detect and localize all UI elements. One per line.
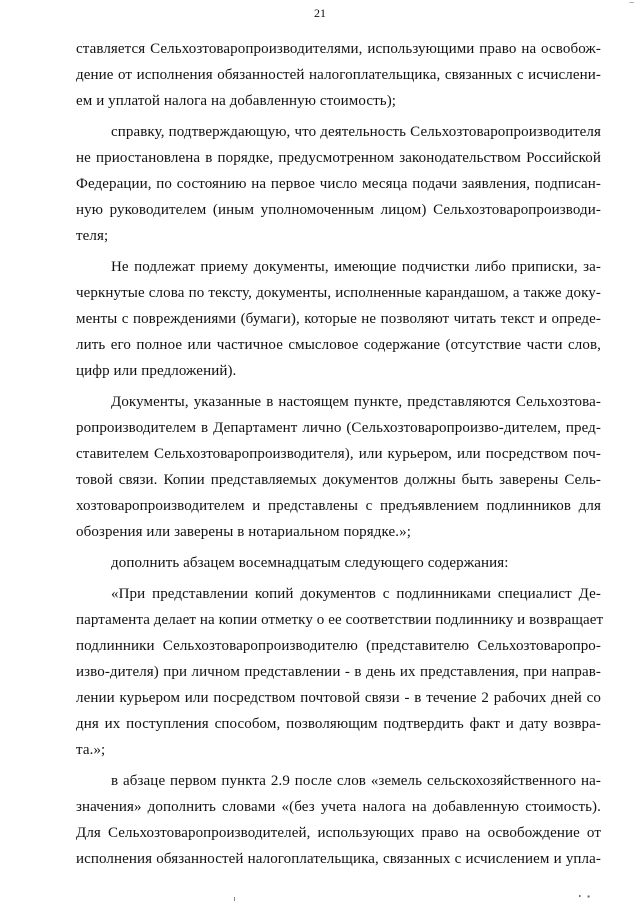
text-line: хозтоваропроизводителем и представлены с предъявлением подлинников для (76, 498, 601, 514)
body-text (76, 36, 604, 872)
footer-mark: • ▪ (578, 892, 592, 901)
text-line: лении курьером или посредством почтовой связи - в течение 2 рабочих дней со (76, 690, 601, 706)
text-line: ем и уплатой налога на добавленную стоимость); (76, 93, 397, 109)
text-line: товой связи. Копии представляемых документов должны быть заверены Сель- (76, 472, 601, 488)
text-line: дня их поступления способом, позволяющим подтвердить факт и дату возвра- (76, 716, 601, 732)
text-line: справку, подтверждающую, что деятельность Сельхозтоваропроизводителя (111, 124, 601, 140)
text-line: лить его полное или частичное смысловое содержание (отсутствие части слов, (76, 337, 601, 353)
paragraph-continuation (76, 36, 601, 114)
paragraph-copies-quote (76, 581, 604, 763)
paragraph-submission (76, 389, 601, 545)
text-line: подлинники Сельхозтоваропроизводителю (представителю Сельхозтоваропро- (76, 638, 601, 654)
paragraph-rejected-documents (76, 254, 601, 384)
text-line: теля; (76, 228, 109, 244)
paragraph-item-2-9 (76, 768, 601, 872)
text-line: исполнения обязанностей налогоплательщика, связанных с исчислением и упла- (76, 851, 601, 867)
text-line: ропроизводителем в Департамент лично (Сельхозтоваропроизво-дителем, пред- (76, 420, 601, 436)
text-line: изво-дителя) при личном представлении - в день их представления, при направ- (76, 664, 601, 680)
paragraph-certificate (76, 119, 601, 249)
text-line: значения» дополнить словами «(без учета налога на добавленную стоимость). (76, 799, 601, 815)
text-line: партамента делает на копии отметку о ее соответствии подлиннику и возвращает (76, 612, 604, 628)
text-line: не приостановлена в порядке, предусмотренном законодательством Российской (76, 150, 601, 166)
text-line: Для Сельхозтоваропроизводителей, использующих право на освобождение от (76, 825, 601, 841)
text-line: ную руководителем (иным уполномоченным лицом) Сельхозтоваропроизводи- (76, 202, 601, 218)
text-line: Федерации, по состоянию на первое число месяца подачи заявления, подписан- (76, 176, 601, 192)
text-line: цифр или предложений). (76, 363, 237, 379)
text-line: черкнутые слова по тексту, документы, исполненные карандашом, а также доку- (76, 285, 601, 301)
text-line: обозрения или заверены в нотариальном порядке.»; (76, 524, 411, 540)
text-line: Не подлежат приему документы, имеющие подчистки либо приписки, за- (111, 259, 601, 275)
text-line: дение от исполнения обязанностей налогоплательщика, связанных с исчислени- (76, 67, 601, 83)
scan-tick-mark (234, 897, 235, 901)
text-line: ставляется Сельхозтоваропроизводителями, использующими право на освобож- (76, 41, 601, 57)
paragraph-amendment-intro (76, 550, 601, 576)
text-line: «При представлении копий документов с подлинниками специалист Де- (111, 586, 601, 602)
text-line: дополнить абзацем восемнадцатым следующего содержания: (111, 555, 509, 571)
text-line: менты с повреждениями (бумаги), которые не позволяют читать текст и опреде- (76, 311, 601, 327)
text-line: ставителем Сельхозтоваропроизводителя), или курьером, или посредством поч- (76, 446, 601, 462)
text-line: Документы, указанные в настоящем пункте, представляются Сельхозтова- (111, 394, 601, 410)
page-number: 21 (314, 6, 326, 20)
text-line: та.»; (76, 742, 106, 758)
text-line: в абзаце первом пункта 2.9 после слов «земель сельскохозяйственного на- (111, 773, 601, 789)
corner-mark: – (629, 0, 634, 7)
